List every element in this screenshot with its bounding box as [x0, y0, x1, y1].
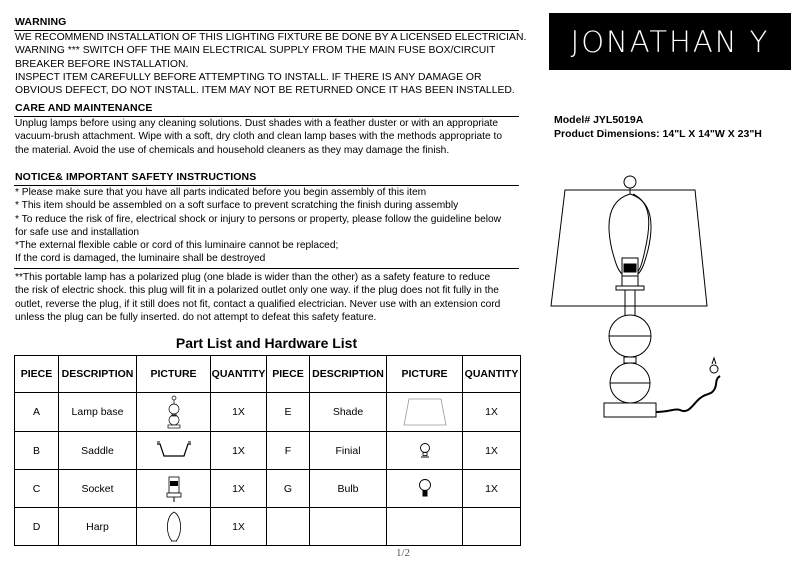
care-line: Unplug lamps before using any cleaning solutions. Dust shades with a feather duster or with an appropriate: [15, 118, 499, 129]
bulb-icon: [418, 478, 432, 500]
care-text: [15, 117, 502, 157]
care-title: CARE AND MAINTENANCE: [15, 102, 153, 114]
header-picture: PICTURE: [137, 356, 211, 393]
table-row: [15, 393, 521, 432]
warning-line: BREAKER BEFORE INSTALLATION.: [15, 58, 189, 70]
finial-icon: [418, 442, 432, 460]
description-cell: [310, 508, 387, 546]
table-row: [15, 432, 521, 470]
header-piece: PIECE: [15, 356, 59, 393]
warning-line: WE RECOMMEND INSTALLATION OF THIS LIGHTING FIXTURE BE DONE BY A LICENSED ELECTRICIAN.: [15, 32, 527, 43]
quantity-cell: 1X: [463, 393, 521, 432]
description-cell: Harp: [59, 508, 137, 546]
lamp-base-icon: [166, 395, 182, 429]
description-cell: Lamp base: [59, 393, 137, 432]
piece-cell: D: [15, 508, 59, 546]
header-piece: PIECE: [267, 356, 310, 393]
notice-text: [15, 186, 501, 266]
picture-cell: [137, 432, 211, 470]
care-line: the material. Avoid the use of chemicals and household cleaners as they may damage the finish.: [15, 144, 450, 156]
saddle-icon: [154, 440, 194, 462]
quantity-cell: 1X: [463, 432, 521, 470]
picture-cell: [387, 470, 463, 508]
piece-cell: B: [15, 432, 59, 470]
warning-title: WARNING: [15, 16, 67, 28]
warning-line: WARNING *** SWITCH OFF THE MAIN ELECTRICAL SUPPLY FROM THE MAIN FUSE BOX/CIRCUIT: [15, 45, 496, 57]
plug-line: unless the plug can be fully inserted. do not attempt to defeat this safety feature.: [15, 311, 377, 323]
quantity-cell: 1X: [211, 470, 267, 508]
piece-cell: G: [267, 470, 310, 508]
picture-cell: [137, 393, 211, 432]
parts-header-row: [15, 356, 521, 393]
table-row: [15, 470, 521, 508]
description-cell: Bulb: [310, 470, 387, 508]
plug-line: **This portable lamp has a polarized plug (one blade is wider than the other) as a safety feature to reduce: [15, 272, 491, 283]
notice-title: NOTICE& IMPORTANT SAFETY INSTRUCTIONS: [15, 171, 257, 183]
header-quantity: QUANTITY: [463, 356, 521, 393]
quantity-cell: [463, 508, 521, 546]
piece-cell: [267, 508, 310, 546]
care-line: vacuum-brush attachment. Wipe with a soft, dry cloth and clean lamp bases with the methods appropriate to: [15, 131, 502, 143]
piece-cell: F: [267, 432, 310, 470]
picture-cell: [137, 508, 211, 546]
quantity-cell: 1X: [211, 508, 267, 546]
picture-cell: [387, 508, 463, 546]
table-row: [15, 508, 521, 546]
quantity-cell: 1X: [211, 393, 267, 432]
description-cell: Saddle: [59, 432, 137, 470]
parts-title: Part List and Hardware List: [175, 335, 358, 351]
shade-icon: [403, 397, 447, 427]
piece-cell: C: [15, 470, 59, 508]
plug-text: [15, 271, 500, 324]
lamp-illustration: [550, 170, 790, 420]
plug-divider: [14, 268, 519, 269]
header-description: DESCRIPTION: [59, 356, 137, 393]
notice-line: for safe use and installation: [15, 226, 140, 238]
piece-cell: A: [15, 393, 59, 432]
parts-table: [14, 355, 521, 546]
plug-line: outlet, reverse the plug, if it still does not fit, contact a qualified electrician. Never use with an extension cord: [15, 298, 501, 310]
socket-icon: [166, 474, 182, 504]
warning-line: INSPECT ITEM CAREFULLY BEFORE ATTEMPTING TO INSTALL. IF THERE IS ANY DAMAGE OR: [15, 71, 482, 83]
harp-icon: [165, 510, 183, 544]
warning-line: OBVIOUS DEFECT, DO NOT INSTALL. ITEM MAY NOT BE RETURNED ONCE IT HAS BEEN INSTALLED.: [15, 85, 515, 97]
header-quantity: QUANTITY: [211, 356, 267, 393]
description-cell: Socket: [59, 470, 137, 508]
picture-cell: [137, 470, 211, 508]
notice-line: * Please make sure that you have all parts indicated before you begin assembly of this item: [15, 187, 427, 198]
description-cell: Shade: [310, 393, 387, 432]
warning-text: [15, 31, 526, 97]
piece-cell: E: [267, 393, 310, 432]
notice-line: If the cord is damaged, the luminaire shall be destroyed: [15, 253, 266, 265]
plug-line: the risk of electric shock. this plug will fit in a polarized outlet only one way. if the plug does not fit fully in the: [15, 285, 499, 297]
page-number: 1/2: [396, 547, 411, 559]
picture-cell: [387, 393, 463, 432]
picture-cell: [387, 432, 463, 470]
quantity-cell: 1X: [211, 432, 267, 470]
header-picture: PICTURE: [387, 356, 463, 393]
product-dimensions: Product Dimensions: 14"L X 14"W X 23"H: [554, 128, 762, 140]
model-number: Model# JYL5019A: [554, 114, 644, 126]
notice-line: *The external flexible cable or cord of this luminaire cannot be replaced;: [15, 240, 339, 252]
notice-line: * This item should be assembled on a soft surface to prevent scratching the finish during assembly: [15, 200, 459, 212]
header-description: DESCRIPTION: [310, 356, 387, 393]
brand-logo: JONATHAN Y: [549, 13, 791, 70]
description-cell: Finial: [310, 432, 387, 470]
quantity-cell: 1X: [463, 470, 521, 508]
notice-line: * To reduce the risk of fire, electrical shock or injury to persons or property, please follow the guideline below: [15, 213, 502, 225]
